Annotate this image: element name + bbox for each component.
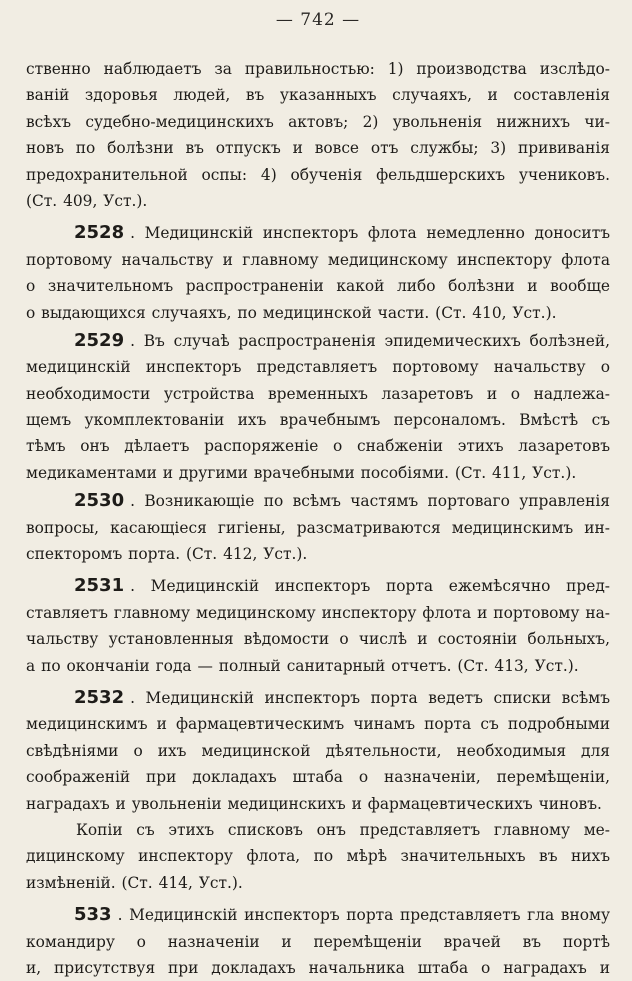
text-line: портовому начальству и главному медицинскому инспектору флота xyxy=(26,250,610,269)
article-2530 xyxy=(26,488,610,567)
text-line: измѣненiй. (Ст. 414, Уст.). xyxy=(26,873,243,892)
text-line: ставляетъ главному медицинскому инспектору флота и портовому на- xyxy=(26,603,610,622)
text-line: дицинскому инспектору флота, по мѣрѣ значительныхъ въ нихъ xyxy=(26,847,610,866)
intro-paragraph xyxy=(26,56,610,214)
text-line: предохранительной оспы: 4) обученiя фельдшерскихъ учениковъ. xyxy=(26,165,610,184)
article-number: 2531 xyxy=(74,575,125,597)
text-line: щемъ укомплектованiи ихъ врачебнымъ персоналомъ. Вмѣстѣ съ xyxy=(26,411,610,430)
article-number: 2528 xyxy=(74,222,125,244)
article-number: 533 xyxy=(74,904,112,926)
text-line: необходимости устройства временныхъ лазаретовъ и о надлежа- xyxy=(26,384,610,403)
text-line: всѣхъ судебно-медицинскихъ актовъ; 2) увольненiя нижнихъ чи- xyxy=(26,112,610,131)
article-first-line xyxy=(26,220,610,246)
text-line: медицинскимъ и фармацевтическимъ чинамъ порта съ подробными xyxy=(26,715,610,734)
text-line: командиру о назначенiи и перемѣщенiи врачей въ портѣ xyxy=(26,932,610,951)
article-2529 xyxy=(26,328,610,486)
text-line: и, присутствуя при докладахъ начальника штаба о наградахъ и xyxy=(26,958,610,977)
text-line: чальству установленныя вѣдомости о числѣ и состоянiи больныхъ, xyxy=(26,630,610,649)
article-first-line xyxy=(26,488,610,514)
text-line: спекторомъ порта. (Ст. 412, Уст.). xyxy=(26,545,308,564)
article-533 xyxy=(26,902,610,981)
text-line: новъ по болѣзни въ отпускъ и вовсе отъ службы; 3) прививанiя xyxy=(26,139,610,158)
text-line: Копiи съ этихъ списковъ онъ представляетъ главному ме- xyxy=(76,820,610,839)
article-text: . Медицинскiй инспекторъ флота немедленно доноситъ xyxy=(130,224,610,243)
article-first-line xyxy=(26,573,610,599)
article-first-line xyxy=(26,902,610,928)
document-page xyxy=(26,0,610,977)
article-first-line xyxy=(26,328,610,354)
text-line: вопросы, касающiеся гигiены, разсматриваются медицинскимъ ин- xyxy=(26,518,610,537)
text-line: ственно наблюдаетъ за правильностью: 1) производства изслѣдо- xyxy=(26,60,610,78)
text-line: медикаментами и другими врачебными пособiями. (Ст. 411, Уст.). xyxy=(26,463,577,482)
page-content xyxy=(26,56,610,981)
text-line: соображенiй при докладахъ штаба о назначенiи, перемѣщенiи, xyxy=(26,768,610,787)
article-text: . Медицинскiй инспекторъ порта ежемѣсячно пред- xyxy=(130,577,610,596)
text-line: о выдающихся случаяхъ, по медицинской части. (Ст. 410, Уст.). xyxy=(26,303,557,322)
page-number: — 742 — xyxy=(275,10,361,30)
article-number: 2530 xyxy=(74,490,125,512)
text-line: тѣмъ онъ дѣлаетъ распоряженiе о снабженiи этихъ лазаретовъ xyxy=(26,437,610,456)
text-line: наградахъ и увольненiи медицинскихъ и фармацевтическихъ чиновъ. xyxy=(26,794,602,813)
article-text: . Въ случаѣ распространенiя эпидемическихъ болѣзней, xyxy=(130,331,610,350)
text-line: о значительномъ распространенiи какой либо болѣзни и вообще xyxy=(26,277,610,296)
article-2532 xyxy=(26,685,610,896)
article-2528 xyxy=(26,220,610,326)
text-line: медицинскiй инспекторъ представляетъ портовому начальству о xyxy=(26,358,610,377)
article-2531 xyxy=(26,573,610,679)
article-text: . Медицинскiй инспекторъ порта представляетъ гла вному xyxy=(117,906,610,925)
article-first-line xyxy=(26,685,610,711)
text-line: (Ст. 409, Уст.). xyxy=(26,191,148,210)
article-number: 2532 xyxy=(74,686,125,708)
text-line: а по окончанiи года — полный санитарный отчетъ. (Ст. 413, Уст.). xyxy=(26,656,579,675)
article-text: . Медицинскiй инспекторъ порта ведетъ списки всѣмъ xyxy=(130,688,610,707)
text-line: ванiй здоровья людей, въ указанныхъ случаяхъ, и составленiя xyxy=(26,86,610,105)
text-line: свѣдѣнiями о ихъ медицинской дѣятельности, необходимыя для xyxy=(26,741,610,760)
article-text: . Возникающiе по всѣмъ частямъ портоваго управленiя xyxy=(130,492,610,511)
article-number: 2529 xyxy=(74,329,125,351)
